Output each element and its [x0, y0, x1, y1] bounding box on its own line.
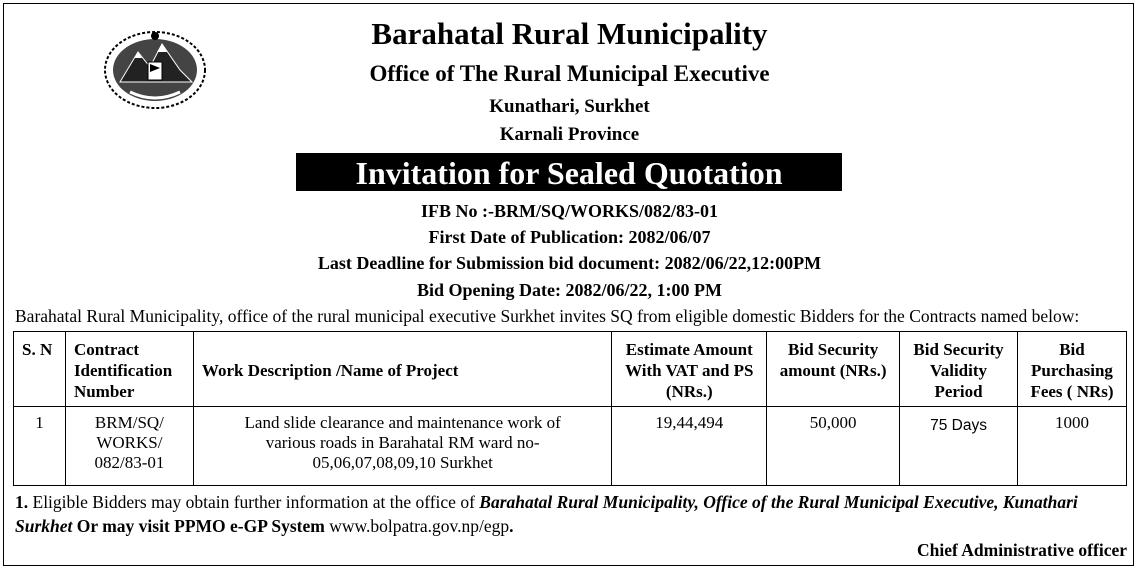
submission-deadline: Last Deadline for Submission bid document: 2082/06/22,12:00PM: [317, 253, 822, 273]
col-header-sn: S. N: [14, 332, 66, 407]
province: Karnali Province: [499, 124, 640, 145]
cell-security: 50,000: [767, 407, 900, 486]
table-header-row: [14, 332, 1127, 407]
cell-work: Land slide clearance and maintenance work of various roads in Barahatal RM ward no-05,06,07,08,09,10 Surkhet: [193, 407, 611, 486]
footnote-visit: Or may visit PPMO e-GP System: [72, 516, 325, 536]
footnote-number: 1.: [15, 492, 29, 512]
footnote-text: Eligible Bidders may obtain further information at the office of: [32, 492, 480, 512]
col-header-fees: Bid Purchasing Fees ( NRs): [1017, 332, 1126, 407]
first-publication-date: First Date of Publication: 2082/06/07: [428, 227, 711, 247]
cell-contract: BRM/SQ/ WORKS/ 082/83-01: [65, 407, 193, 486]
cell-sn: 1: [14, 407, 66, 486]
ifb-number: IFB No :-BRM/SQ/WORKS/082/83-01: [420, 201, 718, 221]
address: Kunathari, Surkhet: [489, 96, 650, 117]
footnote: [15, 490, 1127, 538]
footnote-office: Barahatal Rural Municipality, Office of the Rural Municipal Executive, Kunathari Surkhet: [15, 492, 1078, 536]
contracts-table: [13, 331, 1127, 486]
table-row: [14, 407, 1127, 486]
municipality-title: Barahatal Rural Municipality: [371, 16, 768, 51]
col-header-security: Bid Security amount (NRs.): [767, 332, 900, 407]
signature: Chief Administrative officer: [917, 540, 1127, 560]
notice-banner: Invitation for Sealed Quotation: [296, 153, 842, 191]
col-header-validity: Bid Security Validity Period: [900, 332, 1018, 407]
col-header-work: Work Description /Name of Project: [193, 332, 611, 407]
bid-opening-date: Bid Opening Date: 2082/06/22, 1:00 PM: [417, 280, 722, 300]
footnote-end: .: [509, 516, 514, 536]
footnote-url: www.bolpatra.gov.np/egp: [324, 516, 510, 536]
cell-validity: 75 Days: [900, 407, 1018, 486]
col-header-contract: Contract Identification Number: [65, 332, 193, 407]
cell-fees: 1000: [1017, 407, 1126, 486]
office-title: Office of The Rural Municipal Executive: [369, 61, 770, 86]
intro-paragraph: Barahatal Rural Municipality, office of the rural municipal executive Surkhet invites SQ from eligible domestic Bidders for the Contracts named below:: [15, 306, 1080, 326]
col-header-estimate: Estimate Amount With VAT and PS (NRs.): [612, 332, 767, 407]
cell-estimate: 19,44,494: [612, 407, 767, 486]
